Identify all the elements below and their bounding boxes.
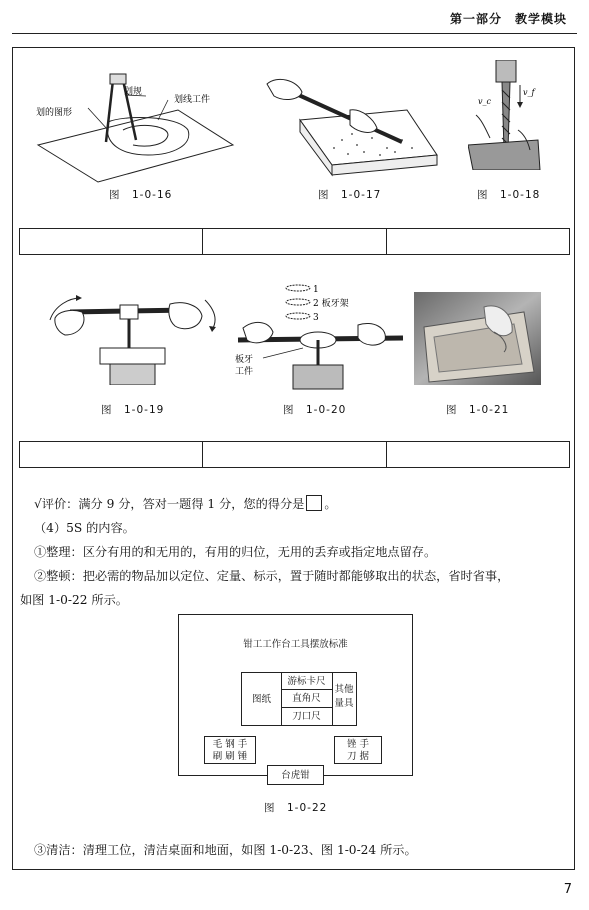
figure-1-0-16-illustration: [28, 70, 243, 185]
diagram-title: 钳工工作台工具摆放标准: [243, 639, 348, 650]
left-box-line1: 毛 钢 手: [212, 739, 248, 750]
label-1: 1: [313, 285, 319, 295]
label-die: 板牙: [235, 355, 254, 365]
answer-cell[interactable]: [20, 442, 203, 467]
caption-1-0-19: 图 1-0-19: [101, 404, 165, 416]
rulers-column: [281, 673, 333, 725]
evaluation-line: [34, 494, 584, 514]
square-label: 直角尺: [281, 690, 332, 708]
vise-label: 台虎钳: [267, 765, 324, 785]
figure-1-0-21-photo: [414, 292, 541, 385]
measuring-tools-group: [241, 672, 357, 726]
drawing-label: 图纸: [251, 694, 271, 705]
label-3: 3: [313, 313, 319, 323]
other-tools-line2: 量具: [334, 698, 354, 709]
evaluation-end: 。: [324, 497, 337, 511]
other-tools-line1: 其他: [334, 684, 354, 695]
caliper-label: 游标卡尺: [281, 673, 332, 690]
caption-1-0-21: 图 1-0-21: [446, 404, 510, 416]
figure-1-0-19-illustration: [40, 290, 220, 385]
figure-1-0-20-illustration: [233, 280, 408, 390]
label-drawn-shape: 划的图形: [36, 108, 73, 118]
left-box-line2: 刷 刷 锤: [212, 751, 248, 762]
brushes-hammer-box: [204, 736, 256, 764]
label-2-die-holder: 2 板牙架: [313, 299, 349, 309]
answer-row-1: [19, 228, 570, 255]
evaluation-text: √评价：满分 9 分，答对一题得 1 分，您的得分是: [34, 497, 305, 511]
answer-cell[interactable]: [203, 442, 386, 467]
answer-cell[interactable]: [20, 229, 203, 254]
knife-ruler-label: 刀口尺: [292, 711, 321, 722]
label-workpiece: 划线工件: [174, 95, 211, 105]
right-box-line2: 刀 据: [346, 751, 370, 762]
item-set-in-order-line1: ②整顿：把必需的物品加以定位、定量、标示，置于随时都能够取出的状态，省时省事，: [34, 569, 510, 583]
file-saw-box: [334, 736, 382, 764]
item-sort: ①整理：区分有用的和无用的，有用的归位，无用的丢弃或指定地点留存。: [34, 545, 437, 559]
page-number: 7: [563, 882, 572, 897]
page-header: [0, 0, 589, 40]
figure-1-0-18-illustration: [468, 60, 543, 170]
caption-1-0-20: 图 1-0-20: [283, 404, 347, 416]
figure-1-0-17-illustration: [262, 70, 442, 180]
right-box-line1: 锉 手: [346, 739, 370, 750]
header-rule: [12, 33, 577, 34]
diagram-1-0-22: [178, 614, 413, 776]
section-heading: （4）5S 的内容。: [34, 521, 135, 535]
caption-1-0-17: 图 1-0-17: [318, 189, 382, 201]
drawing-cell: [242, 673, 282, 725]
other-tools-label: [332, 683, 356, 711]
header-text: 第一部分 教学模块: [449, 12, 567, 26]
answer-row-2: [19, 441, 570, 468]
label-vf: v_f: [523, 88, 535, 97]
answer-cell[interactable]: [387, 442, 569, 467]
answer-cell[interactable]: [203, 229, 386, 254]
item-shine: ③清洁：清理工位，清洁桌面和地面，如图 1-0-23、图 1-0-24 所示。: [34, 843, 417, 857]
score-box[interactable]: [306, 495, 322, 511]
item-set-in-order-line2: 如图 1-0-22 所示。: [20, 593, 128, 607]
label-workpiece: 工件: [235, 367, 254, 377]
label-scriber: 划规: [124, 87, 143, 97]
label-vc: v_c: [478, 97, 491, 106]
answer-cell[interactable]: [387, 229, 569, 254]
caption-1-0-22: 图 1-0-22: [264, 802, 328, 814]
caption-1-0-18: 图 1-0-18: [477, 189, 541, 201]
caption-1-0-16: 图 1-0-16: [109, 189, 173, 201]
